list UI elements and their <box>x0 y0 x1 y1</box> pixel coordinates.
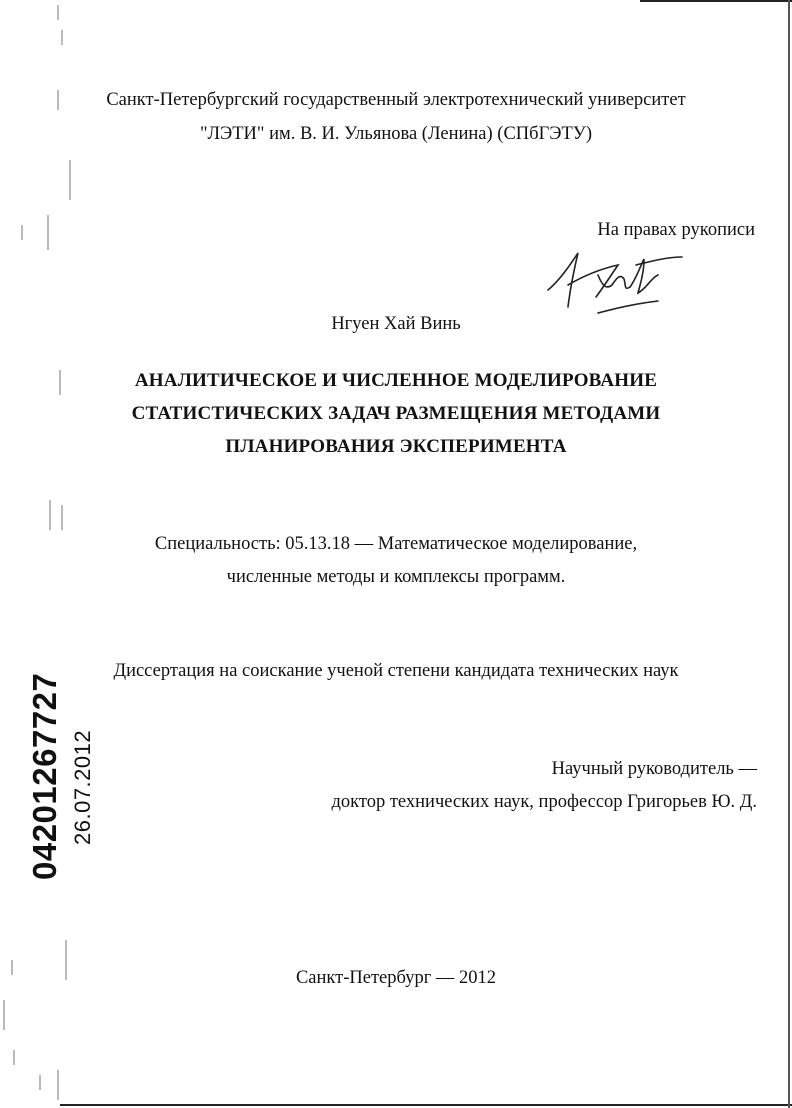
specialty-line-1: Специальность: 05.13.18 — Математическое моделирование, <box>154 534 638 554</box>
author-name: Нгуен Хай Винь <box>331 314 461 334</box>
supervisor-line-1: Научный руководитель — <box>551 759 757 779</box>
dissertation-type: Диссертация на соискание ученой степени кандидата технических наук <box>113 661 679 681</box>
title-line-1: АНАЛИТИЧЕСКОЕ И ЧИСЛЕННОЕ МОДЕЛИРОВАНИЕ <box>134 370 658 391</box>
scan-edge-bottom <box>60 1104 792 1106</box>
university-line-1: Санкт-Петербургский государственный электротехнический университет <box>106 90 686 110</box>
specialty-line-2: численные методы и комплексы программ. <box>226 567 566 587</box>
library-stamp-number: 04201267727 <box>26 672 63 880</box>
place-and-year: Санкт-Петербург — 2012 <box>295 968 497 988</box>
supervisor-line-2: доктор технических наук, профессор Григорьев Ю. Д. <box>331 792 757 812</box>
title-line-3: ПЛАНИРОВАНИЯ ЭКСПЕРИМЕНТА <box>225 436 567 457</box>
library-stamp-date: 26.07.2012 <box>70 729 95 845</box>
university-line-2: "ЛЭТИ" им. В. И. Ульянова (Ленина) (СПбГЭТУ) <box>199 124 593 144</box>
manuscript-note: На правах рукописи <box>597 220 755 240</box>
author-signature <box>540 245 700 325</box>
scan-edge-top <box>640 0 792 2</box>
title-line-2: СТАТИСТИЧЕСКИХ ЗАДАЧ РАЗМЕЩЕНИЯ МЕТОДАМИ <box>131 403 661 424</box>
